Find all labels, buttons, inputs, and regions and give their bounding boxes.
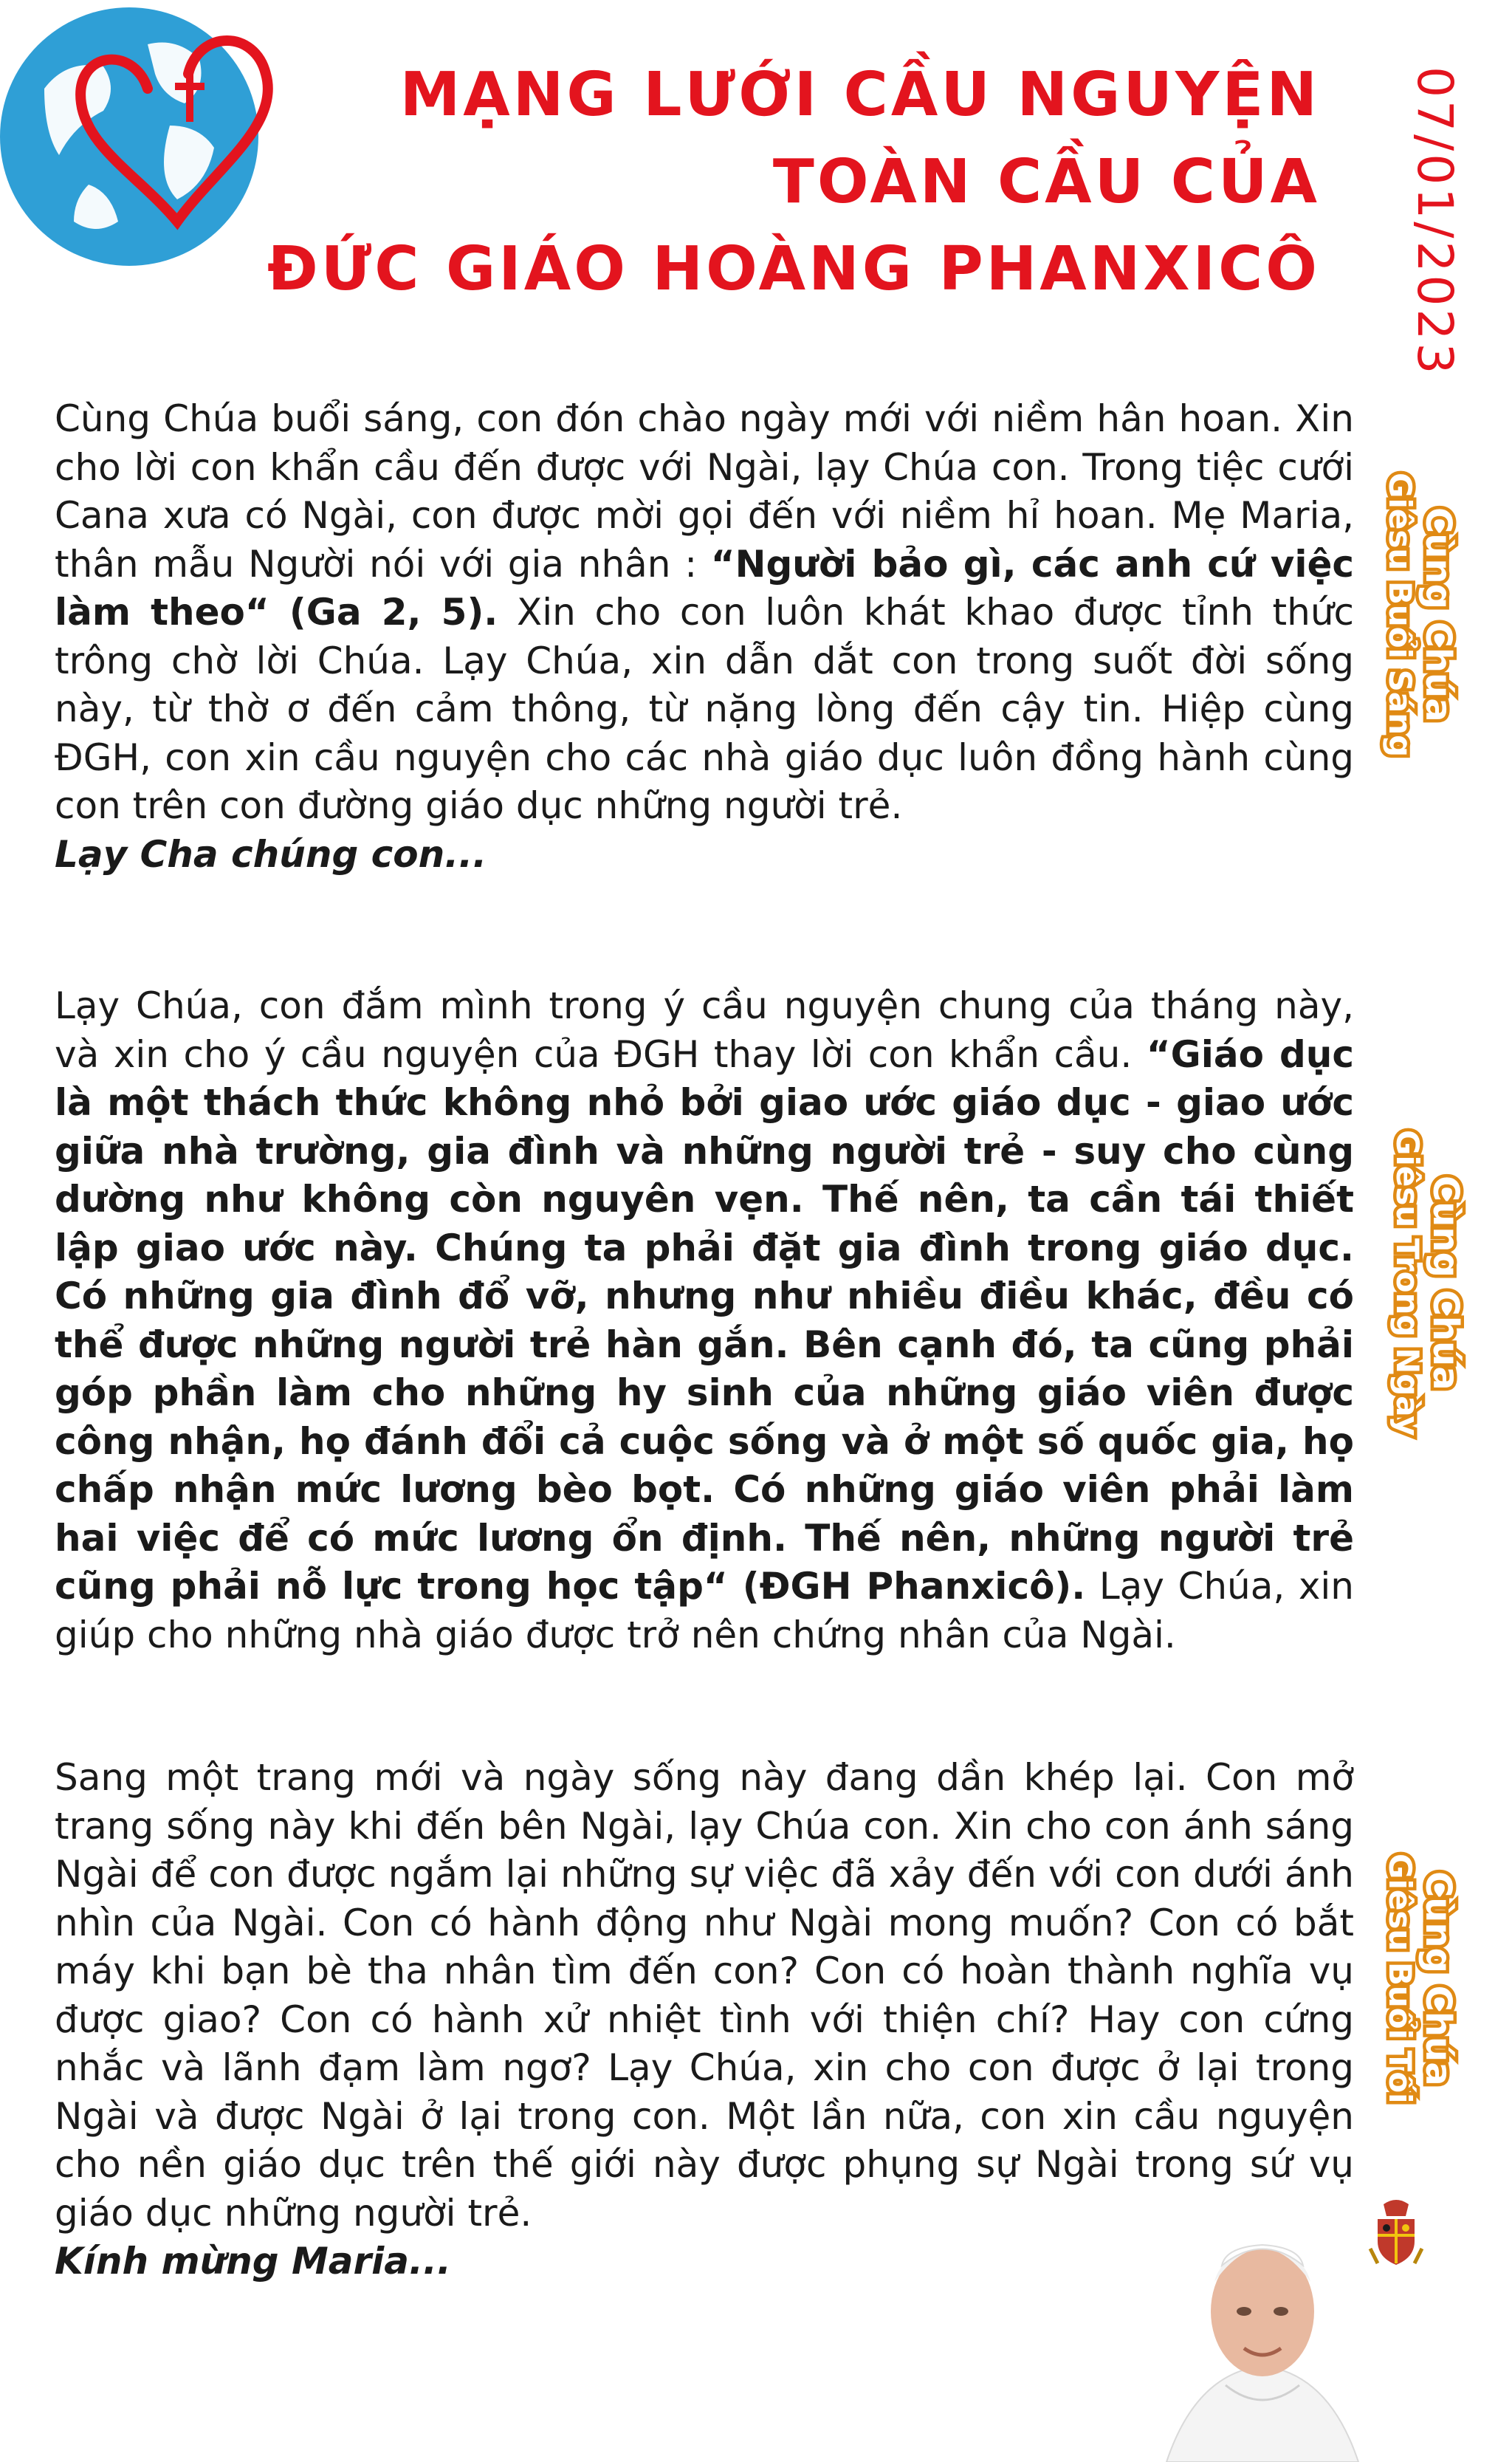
midday-prayer (55, 982, 1354, 1659)
date-label: 07/01/2023 (1406, 66, 1463, 377)
morning-text-1: Cùng Chúa buổi sáng, con đón chào ngày mới với niềm hân hoan. Xin cho lời con khẩn cầu đến được với Ngài, lạy Chúa con. Trong tiệc cưới Cana xưa có Ngài, con được mời gọi đến với niềm hỉ hoan. Mẹ Maria, thân mẫu Người nói với gia nhân : (55, 397, 1354, 586)
morning-label-line2: Giêsu Buổi Sáng (1382, 473, 1418, 758)
morning-prayer (55, 395, 1354, 879)
morning-quote: “Người bảo gì, các anh cứ việc làm theo“ (Ga 2, 5). (55, 542, 1355, 634)
title-line-2: TOÀN CẦU CỦA (772, 147, 1320, 217)
evening-closing: Kính mừng Maria... (55, 2240, 451, 2283)
title-line-1: MẠNG LƯỚI CẦU NGUYỆN (399, 60, 1320, 130)
evening-label-line1: Cùng Chúa (1418, 1870, 1459, 2086)
midday-label-line2: Giêsu Trong Ngày (1389, 1130, 1426, 1436)
morning-text-2: Xin cho con luôn khát khao được tỉnh thức trông chờ lời Chúa. Lạy Chúa, xin dẫn dắt con trong suốt đời sống này, từ thờ ơ đến cảm thông, từ nặng lòng đến cậy tin. Hiệp cùng ĐGH, con xin cầu nguyện cho các nhà giáo dục luôn đồng hành cùng con trên con đường giáo dục những người trẻ. (55, 591, 1355, 827)
midday-text-2: Lạy Chúa, xin giúp cho những nhà giáo được trở nên chứng nhân của Ngài. (55, 1565, 1354, 1656)
title-line-3: ĐỨC GIÁO HOÀNG PHANXICÔ (267, 234, 1320, 304)
midday-text-1: Lạy Chúa, con đắm mình trong ý cầu nguyện chung của tháng này, và xin cho ý cầu nguyện của ĐGH thay lời con khẩn cầu. (55, 984, 1354, 1076)
morning-label (1381, 473, 1457, 757)
midday-label-line1: Cùng Chúa (1425, 1176, 1466, 1391)
evening-label (1381, 1854, 1457, 2104)
evening-label-line2: Giêsu Buổi Tối (1382, 1854, 1418, 2104)
midday-label (1388, 1130, 1465, 1436)
morning-closing: Lạy Cha chúng con... (55, 832, 487, 876)
evening-text-1: Sang một trang mới và ngày sống này đang dần khép lại. Con mở trang sống này khi đến bên Ngài, lạy Chúa con. Xin cho con ánh sáng Ngài để con được ngắm lại những sự việc đã xảy đến với con dưới ánh nhìn của Ngài. Con có hành động như Ngài mong muốn? Con có bắt máy khi bạn bè tha nhân tìm đến con? Con có hoàn thành nghĩa vụ được giao? Con có hành xử nhiệt tình với thiện chí? Hay con cứng nhắc và lãnh đạm làm ngơ? Lạy Chúa, xin cho con được ở lại trong Ngài và được Ngài ở lại trong con. Một lần nữa, con xin cầu nguyện cho nền giáo dục trên thế giới này được phụng sự Ngài trong sứ vụ giáo dục những người trẻ. (55, 1756, 1354, 2235)
page-title (213, 52, 1320, 313)
papal-crest-icon (1367, 2197, 1425, 2271)
midday-quote: “Giáo dục là một thách thức không nhỏ bởi giao ước giáo dục - giao ước giữa nhà trường, gia đình và những người trẻ - suy cho cùng dường như không còn nguyên vẹn. Thế nên, ta cần tái thiết lập giao ước này. Chúng ta phải đặt gia đình trong giáo dục. Có những gia đình đổ vỡ, nhưng như nhiều điều khác, đều có thể được những người trẻ hàn gắn. Bên cạnh đó, ta cũng phải góp phần làm cho những hy sinh của những giáo viên được công nhận, họ đánh đổi cả cuộc sống và ở một số quốc gia, họ chấp nhận mức lương bèo bọt. Có những giáo viên phải làm hai việc để có mức lương ổn định. Thế nên, những người trẻ cũng phải nỗ lực trong học tập“ (ĐGH Phanxicô). (55, 1032, 1354, 1608)
morning-label-line1: Cùng Chúa (1418, 507, 1459, 722)
pope-portrait (1152, 2201, 1373, 2462)
